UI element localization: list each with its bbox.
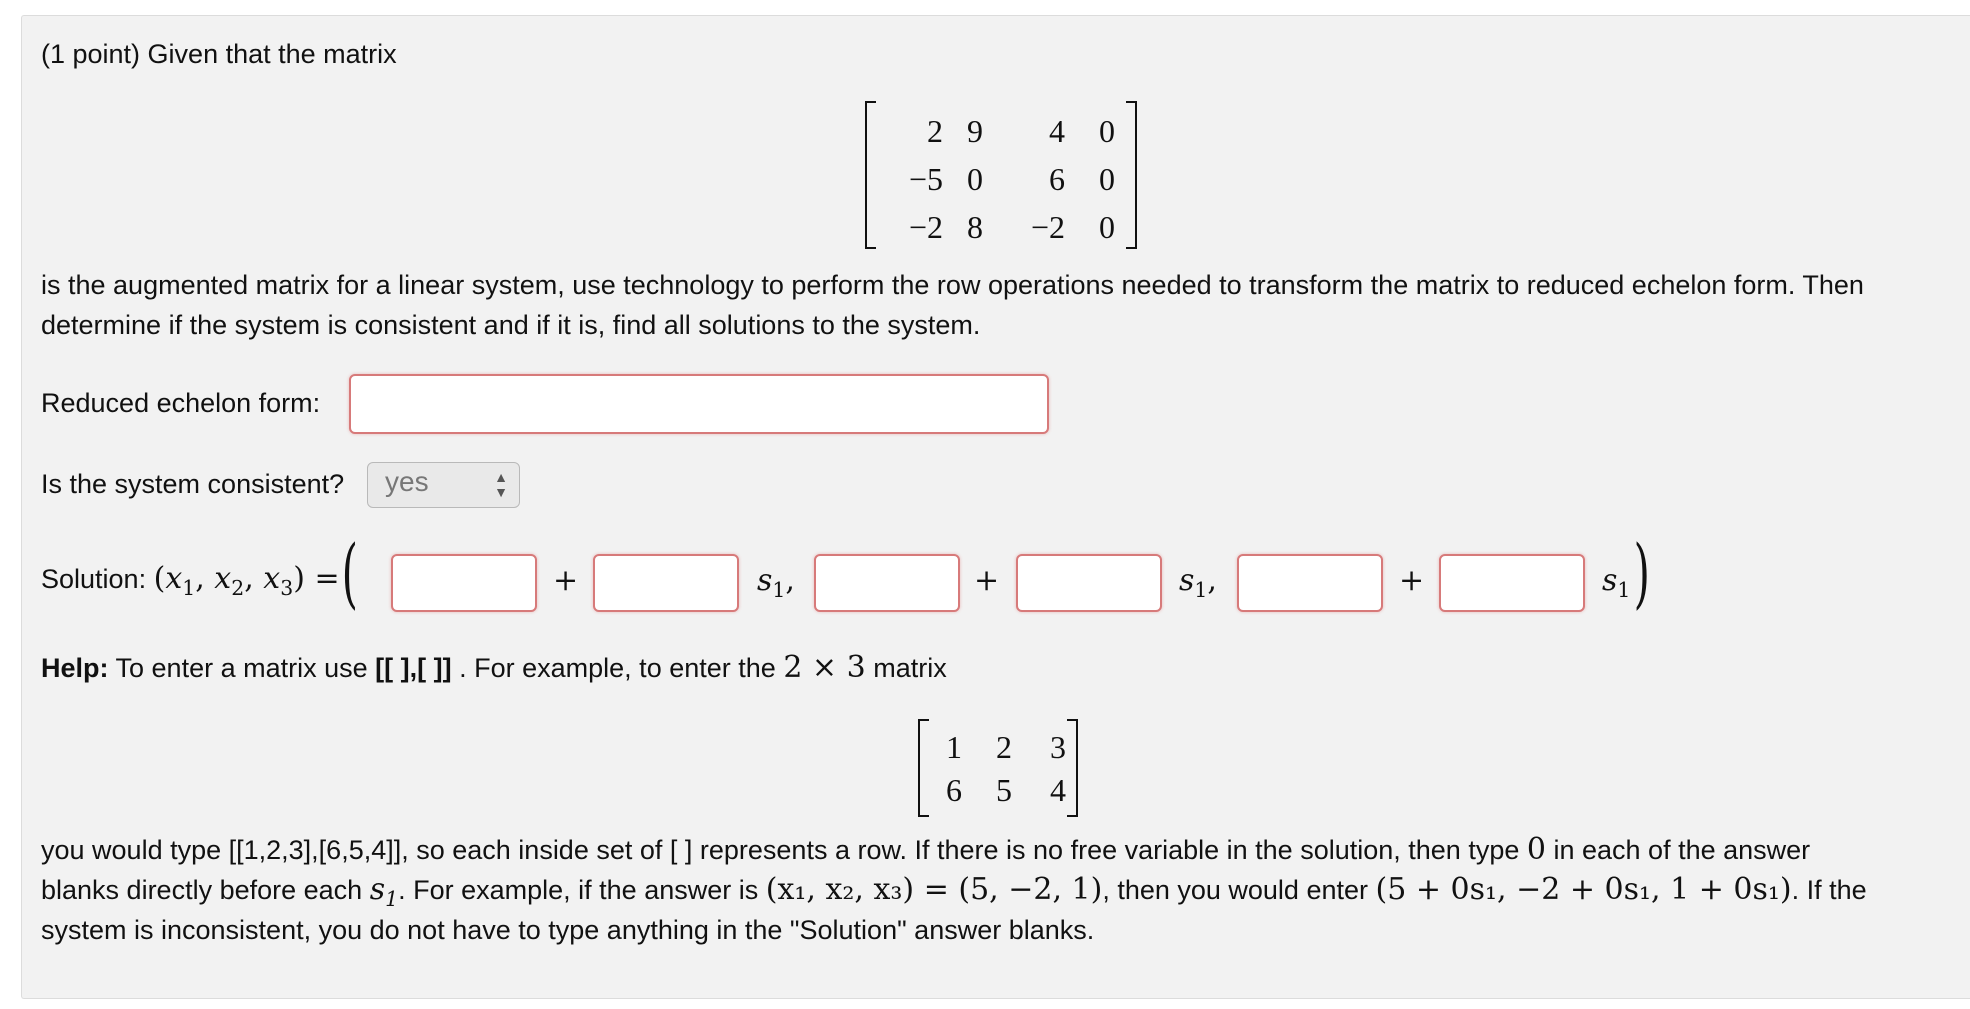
help-paragraph-line2: blanks directly before each $s_1$. For example, if the answer is (x₁, x₂, x₃) = (5, −2, 1), then you would enter (5 + 0s₁, −2 + 0s₁, 1 + 0s₁). If the	[41, 872, 1867, 912]
matrix-cell: 2	[927, 113, 943, 149]
solution-blank-5[interactable]	[1237, 554, 1383, 612]
rref-input[interactable]	[349, 374, 1049, 434]
solution-lhs: ($x_1$, $x_2$, $x_3$) =	[153, 561, 340, 601]
plus-sign: +	[1399, 563, 1425, 598]
solution-blank-1[interactable]	[391, 554, 537, 612]
matrix-cell: 6	[1049, 161, 1065, 197]
solution-blank-4[interactable]	[1016, 554, 1162, 612]
solution-blank-6[interactable]	[1439, 554, 1585, 612]
problem-description-line2: determine if the system is consistent and if it is, find all solutions to the system.	[41, 310, 981, 340]
matrix-cell: 0	[967, 161, 983, 197]
matrix-cell: 0	[1099, 113, 1115, 149]
problem-panel	[21, 15, 1970, 999]
help-paragraph-line3: system is inconsistent, you do not have to type anything in the "Solution" answer blanks.	[41, 915, 1095, 945]
matrix-cell: 9	[967, 113, 983, 149]
matrix-cell: 1	[946, 729, 962, 765]
param-s1: $s_1$	[1602, 563, 1631, 603]
matrix-cell: 3	[1050, 729, 1066, 765]
solution-label-group	[41, 559, 340, 599]
help-paragraph-line1: you would type [[1,2,3],[6,5,4]], so each inside set of [ ] represents a row. If there is no free variable in the solution, then type 0 in each of the answer	[41, 832, 1811, 867]
close-paren: )	[1633, 528, 1650, 617]
example-equation: (x₁, x₂, x₃) = (5, −2, 1)	[765, 872, 1103, 907]
help-heading: Help:	[41, 653, 109, 683]
param-s1: $s_1$,	[1179, 563, 1217, 603]
matrix-cell: 4	[1049, 113, 1065, 149]
matrix-cell: −2	[1030, 209, 1065, 245]
consistent-label: Is the system consistent?	[41, 469, 345, 499]
param-s1: $s_1$,	[757, 563, 795, 603]
solution-label: Solution:	[41, 564, 147, 594]
rref-label: Reduced echelon form:	[41, 388, 321, 418]
solution-blank-3[interactable]	[814, 554, 960, 612]
plus-sign: +	[974, 563, 1000, 598]
matrix-cell: 0	[1099, 161, 1115, 197]
matrix-cell: −5	[908, 161, 943, 197]
matrix-cell: 8	[967, 209, 983, 245]
example-entry: (5 + 0s₁, −2 + 0s₁, 1 + 0s₁)	[1375, 872, 1792, 907]
matrix-cell: 6	[946, 772, 962, 808]
matrix-cell: −2	[908, 209, 943, 245]
solution-blank-2[interactable]	[593, 554, 739, 612]
consistent-select[interactable]	[367, 462, 520, 508]
select-arrows-icon: ▲ ▼	[494, 469, 508, 500]
augmented-matrix	[865, 101, 1137, 249]
matrix-cell: 0	[1099, 209, 1115, 245]
problem-description-line1: is the augmented matrix for a linear system, use technology to perform the row operations needed to transform the matrix to reduced echelon form. Then	[41, 270, 1864, 300]
example-matrix	[918, 719, 1078, 817]
matrix-cell: 2	[996, 729, 1012, 765]
plus-sign: +	[553, 563, 579, 598]
open-paren: (	[341, 528, 358, 617]
help-syntax: [[ ],[ ]]	[375, 653, 452, 683]
matrix-cell: 4	[1050, 772, 1066, 808]
help-line: Help: To enter a matrix use [[ ],[ ]] . For example, to enter the 2 × 3 matrix	[41, 650, 947, 685]
consistent-selected-value: yes	[385, 466, 429, 497]
problem-intro: (1 point) Given that the matrix	[41, 39, 397, 69]
matrix-cell: 5	[996, 772, 1012, 808]
